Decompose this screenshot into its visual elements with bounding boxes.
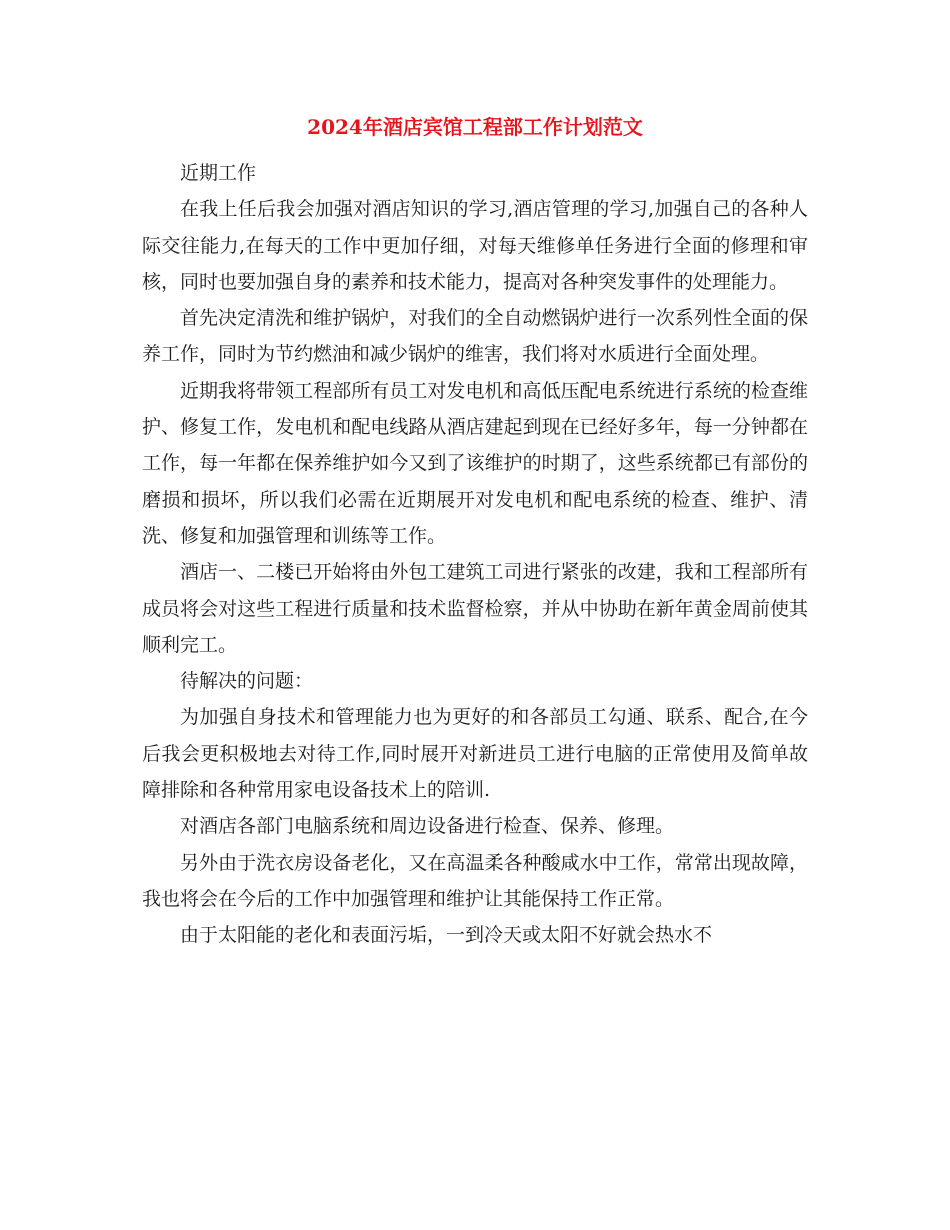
- paragraph-learning: 在我上任后我会加强对酒店知识的学习,酒店管理的学习,加强自己的各种人际交往能力,在每天的工作中更加仔细，对每天维修单任务进行全面的修理和审核，同时也要加强自身的素养和技术能力，提高对各种突发事件的处理能力。: [142, 198, 808, 293]
- paragraph-boiler: 首先决定清洗和维护锅炉，对我们的全自动燃锅炉进行一次系列性全面的保养工作，同时为节约燃油和减少锅炉的维害，我们将对水质进行全面处理。: [142, 307, 808, 366]
- paragraph-laundry: 另外由于洗衣房设备老化，又在高温柔各种酸咸水中工作，常常出现故障，我也将会在今后的工作中加强管理和维护让其能保持工作正常。: [142, 851, 808, 910]
- document-title: 2024年酒店宾馆工程部工作计划范文: [307, 115, 643, 139]
- paragraph-generator: 近期我将带领工程部所有员工对发电机和高低压配电系统进行系统的检查维护、修复工作，发电机和配电线路从酒店建起到现在已经好多年，每一分钟都在工作，每一年都在保养维护如今又到了该维护的时期了，这些系统都已有部份的磨损和损坏，所以我们必需在近期展开对发电机和配电系统的检查、维护、清洗、修复和加强管理和训练等工作。: [142, 379, 808, 547]
- paragraph-renovation: 酒店一、二楼已开始将由外包工建筑工司进行紧张的改建，我和工程部所有成员将会对这些工程进行质量和技术监督检察，并从中协助在新年黄金周前使其顺利完工。: [142, 561, 808, 656]
- document-body: [142, 155, 808, 954]
- paragraph-recent-work-heading: 近期工作: [180, 162, 257, 184]
- paragraph-solar: 由于太阳能的老化和表面污垢，一到冷天或太阳不好就会热水不: [180, 924, 713, 947]
- paragraph-computer: 对酒店各部门电脑系统和周边设备进行检查、保养、修理。: [180, 815, 675, 838]
- paragraph-training: 为加强自身技术和管理能力也为更好的和各部员工勾通、联系、配合,在今后我会更积极地去对待工作,同时展开对新进员工进行电脑的正常使用及简单故障排除和各种常用家电设备技术上的陪训.: [142, 706, 808, 802]
- paragraph-issues-heading: 待解决的问题：: [180, 670, 314, 693]
